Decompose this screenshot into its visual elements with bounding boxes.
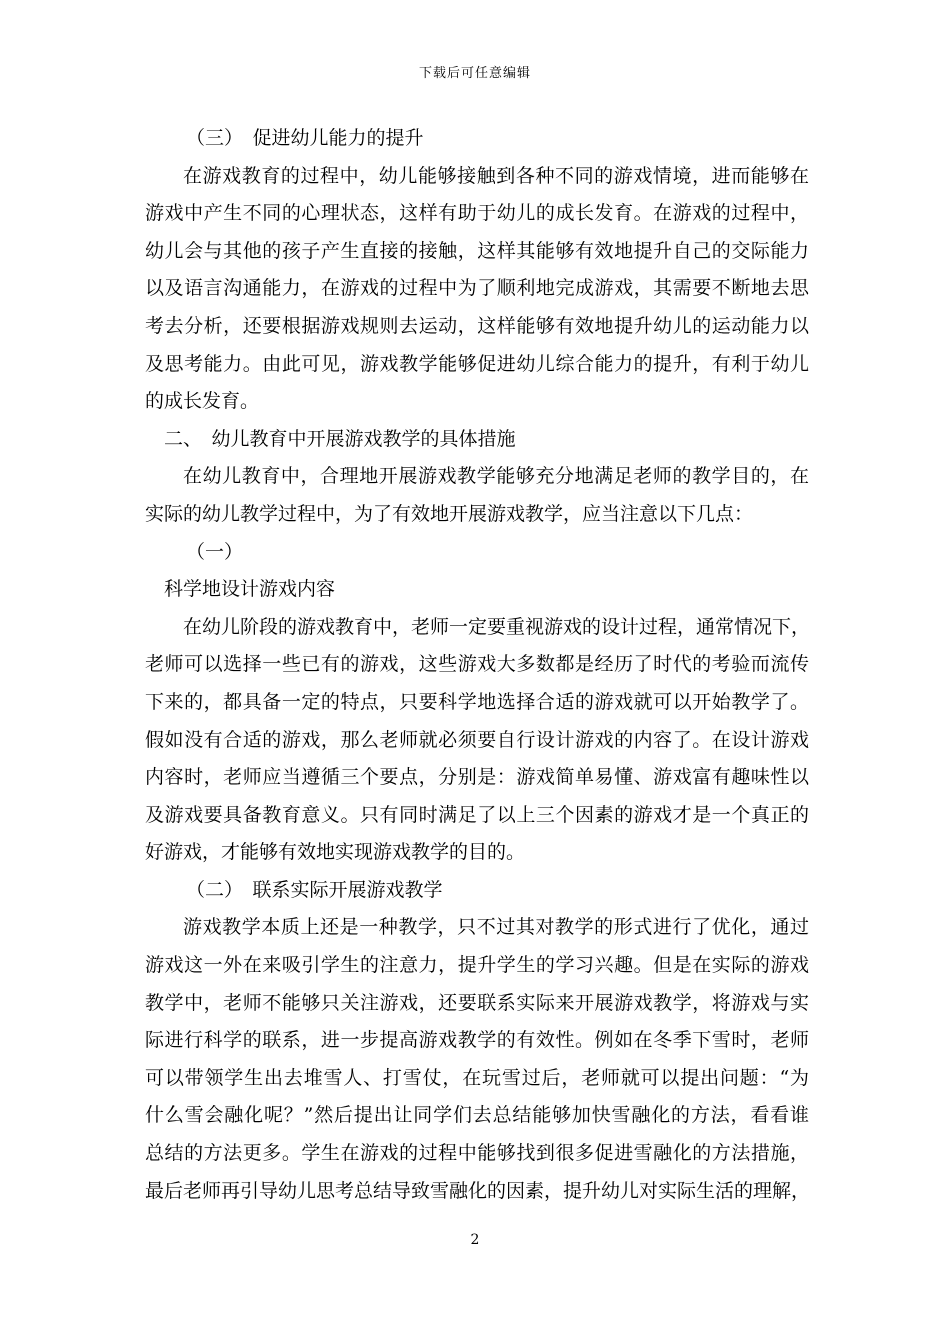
paragraph-line: 在幼儿阶段的游戏教育中，老师一定要重视游戏的设计过程，通常情况下， <box>183 615 811 638</box>
paragraph-line: 考去分析，还要根据游戏规则去运动，这样能够有效地提升幼儿的运动能力以 <box>145 314 809 337</box>
paragraph-line: 在游戏教育的过程中，幼儿能够接触到各种不同的游戏情境，进而能够在 <box>183 164 809 187</box>
paragraph-line: 幼儿会与其他的孩子产生直接的接触，这样其能够有效地提升自己的交际能力 <box>145 239 809 262</box>
paragraph-line: 好游戏，才能够有效地实现游戏教学的目的。 <box>145 841 526 864</box>
section-heading: 科学地设计游戏内容 <box>164 578 336 601</box>
paragraph-line: 假如没有合适的游戏，那么老师就必须要自行设计游戏的内容了。在设计游戏 <box>145 728 809 751</box>
section-heading: （二） 联系实际开展游戏教学 <box>186 878 443 901</box>
section-heading: （一） <box>186 540 244 563</box>
page-header: 下载后可任意编辑 <box>418 66 531 81</box>
paragraph-line: 可以带领学生出去堆雪人、打雪仗，在玩雪过后，老师就可以提出问题：“为 <box>145 1066 809 1089</box>
paragraph-line: 游戏教学本质上还是一种教学，只不过其对教学的形式进行了优化，通过 <box>183 916 809 939</box>
paragraph-line: 游戏中产生不同的心理状态，这样有助于幼儿的成长发育。在游戏的过程中， <box>145 202 809 225</box>
paragraph-line: 教学中，老师不能够只关注游戏，还要联系实际来开展游戏教学，将游戏与实 <box>145 991 809 1014</box>
section-heading: （三） 促进幼儿能力的提升 <box>186 127 424 149</box>
section-heading: 二、 幼儿教育中开展游戏教学的具体措施 <box>164 427 516 450</box>
paragraph-line: 总结的方法更多。学生在游戏的过程中能够找到很多促进雪融化的方法措施， <box>145 1142 809 1165</box>
paragraph-line: 老师可以选择一些已有的游戏，这些游戏大多数都是经历了时代的考验而流传 <box>145 653 809 676</box>
page-number: 2 <box>470 1232 480 1248</box>
paragraph-line: 以及语言沟通能力，在游戏的过程中为了顺利地完成游戏，其需要不断地去思 <box>145 277 809 300</box>
paragraph-line: 及游戏要具备教育意义。只有同时满足了以上三个因素的游戏才是一个真正的 <box>145 803 809 826</box>
paragraph-line: 什么雪会融化呢？”然后提出让同学们去总结能够加快雪融化的方法，看看谁 <box>145 1104 809 1127</box>
paragraph-line: 内容时，老师应当遵循三个要点，分别是：游戏简单易懂、游戏富有趣味性以 <box>145 766 809 789</box>
paragraph-line: 的成长发育。 <box>145 390 260 413</box>
paragraph-line: 在幼儿教育中，合理地开展游戏教学能够充分地满足老师的教学目的，在 <box>183 465 809 488</box>
paragraph-line: 实际的幼儿教学过程中，为了有效地开展游戏教学，应当注意以下几点： <box>145 502 754 525</box>
paragraph-line: 下来的，都具备一定的特点，只要科学地选择合适的游戏就可以开始教学了。 <box>145 690 809 713</box>
paragraph-line: 及思考能力。由此可见，游戏教学能够促进幼儿综合能力的提升，有利于幼儿 <box>145 352 809 375</box>
paragraph-line: 最后老师再引导幼儿思考总结导致雪融化的因素，提升幼儿对实际生活的理解， <box>145 1179 811 1202</box>
paragraph-line: 际进行科学的联系，进一步提高游戏教学的有效性。例如在冬季下雪时，老师 <box>145 1029 809 1052</box>
paragraph-line: 游戏这一外在来吸引学生的注意力，提升学生的学习兴趣。但是在实际的游戏 <box>145 954 809 977</box>
document-body <box>145 120 809 1210</box>
